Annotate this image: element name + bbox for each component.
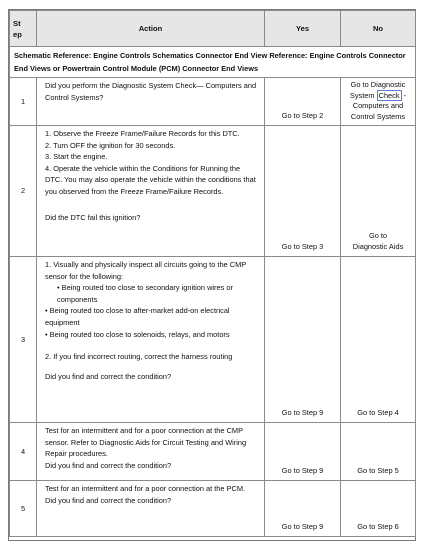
yes-result: Go to Step 2 <box>265 78 341 126</box>
table-row <box>10 481 416 537</box>
header-action: Action <box>37 11 265 47</box>
list-item: 3. Start the engine. <box>45 152 108 162</box>
header-step: St ep <box>10 11 37 47</box>
table-row <box>10 78 416 126</box>
step-action: Did you perform the Diagnostic System Check— Computers and Control Systems? <box>37 78 265 126</box>
no-result: Go to Step 5 <box>341 423 416 481</box>
table-row <box>10 126 416 257</box>
header-yes: Yes <box>265 11 341 47</box>
header-no: No <box>341 11 416 47</box>
schematic-reference-row <box>10 47 416 78</box>
step-question: Did the DTC fail this ignition? <box>45 212 141 222</box>
step-action <box>37 423 265 481</box>
list-item: • Being routed too close to secondary ignition wires or components <box>57 283 233 304</box>
list-item: 4. Operate the vehicle within the Conditions for Running the DTC. You may also operate the vehicle within the conditions that you observed from the Freeze Frame/Failure Records. <box>45 163 256 196</box>
no-result: Go to Step 6 <box>341 481 416 537</box>
yes-result: Go to Step 9 <box>265 257 341 423</box>
yes-result: Go to Step 9 <box>265 423 341 481</box>
step-number: 3 <box>10 257 37 423</box>
step-number: 1 <box>10 78 37 126</box>
list-item: • Being routed too close to solenoids, relays, and motors <box>45 329 230 339</box>
step-number: 5 <box>10 481 37 537</box>
header-row <box>10 11 416 47</box>
no-result-pre: Go to Diagnostic System <box>349 80 406 100</box>
list-item: 1. Observe the Freeze Frame/Failure Records for this DTC. <box>45 129 240 138</box>
list-item: • Being routed too close to after-market add-on electrical equipment <box>45 306 230 327</box>
step-action <box>37 126 265 257</box>
table-row <box>10 423 416 481</box>
yes-result: Go to Step 3 <box>265 126 341 257</box>
no-result: Go to Step 4 <box>341 257 416 423</box>
text-cursor-highlight: Check <box>378 90 400 100</box>
schematic-reference: Schematic Reference: Engine Controls Schematics Connector End View Reference: Engine Controls Connector End Views or Powertrain Control Module (PCM) Connector End Views <box>10 47 416 78</box>
list-item: 2. Turn OFF the ignition for 30 seconds. <box>45 140 176 150</box>
step-action <box>37 257 265 423</box>
list-item: 1. Visually and physically inspect all circuits going to the CMP sensor for the following: <box>45 260 247 281</box>
no-result-post: - Computers and Control Systems <box>350 90 407 121</box>
action-text: Test for an intermittent and for a poor connection at the CMP sensor. Refer to Diagnostic Aids for Circuit Testing and Wiring Repair procedures. <box>45 426 247 459</box>
step-question: Did you find and correct the condition? <box>45 371 172 381</box>
yes-result: Go to Step 9 <box>265 481 341 537</box>
diagnostic-table-page <box>8 9 416 541</box>
table-row <box>10 257 416 423</box>
step-number: 4 <box>10 423 37 481</box>
step-question: Did you find and correct the condition? <box>45 460 172 470</box>
diagnostic-table <box>9 10 416 537</box>
no-result: Go to Diagnostic Aids <box>341 126 416 257</box>
list-item: 2. If you find incorrect routing, correct the harness routing <box>45 352 233 362</box>
no-result <box>341 78 416 126</box>
step-action: Test for an intermittent and for a poor connection at the PCM. Did you find and correct the condition? <box>37 481 265 537</box>
action-steps <box>45 128 258 198</box>
step-number: 2 <box>10 126 37 257</box>
